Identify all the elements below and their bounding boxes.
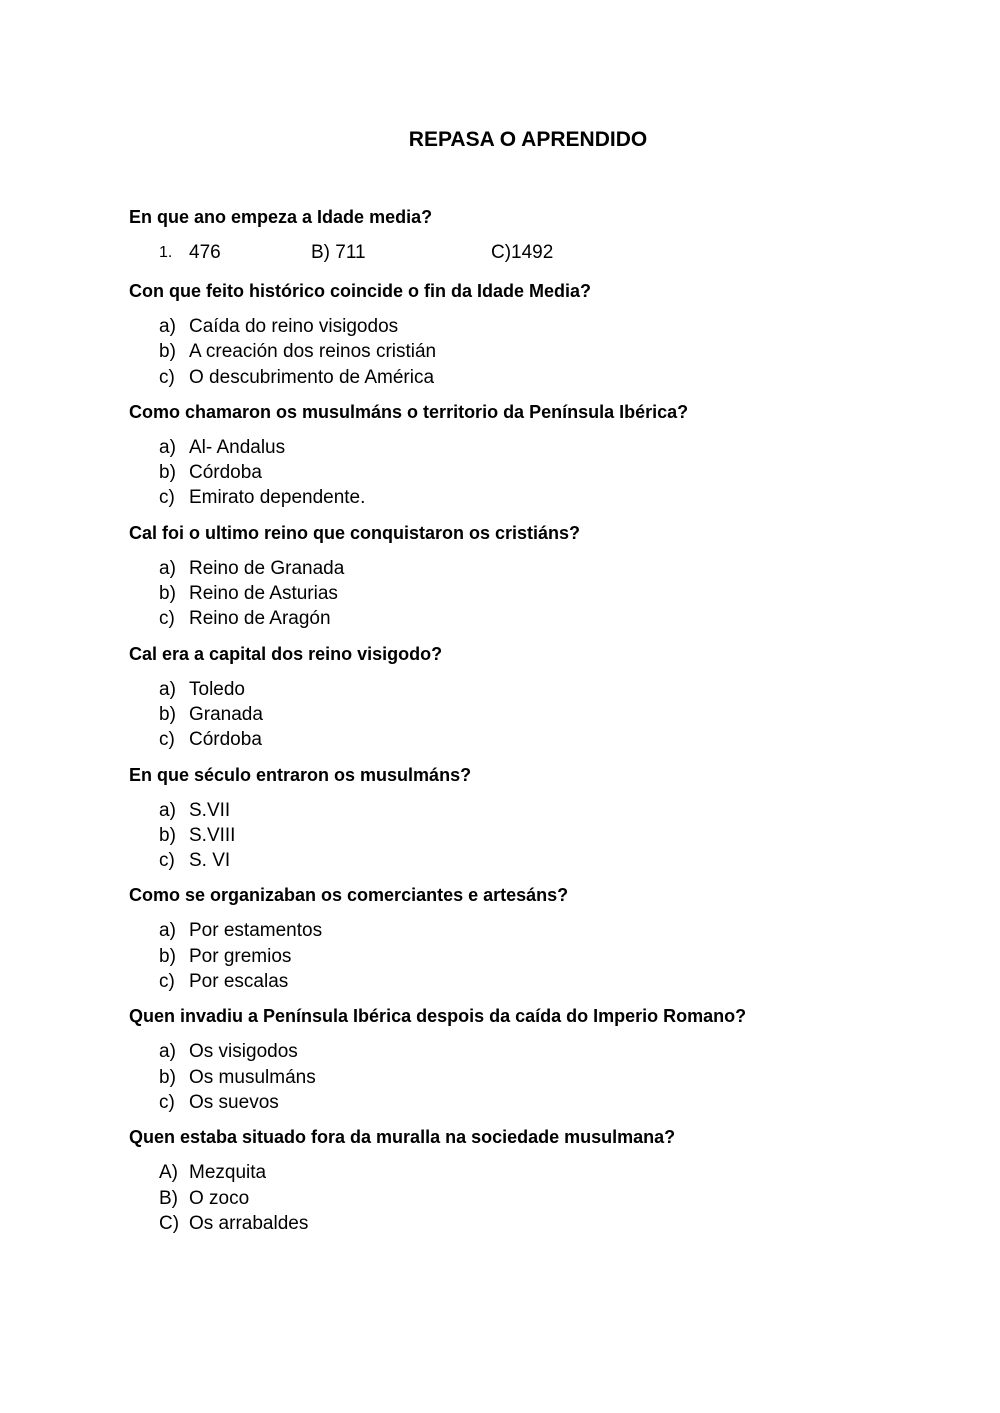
option-text: Os suevos — [189, 1091, 279, 1113]
answer-option[interactable] — [159, 798, 949, 823]
answer-option[interactable] — [159, 485, 949, 510]
option-label: c) — [159, 487, 175, 509]
question-text: Con que feito histórico coincide o fin da Idade Media? — [129, 281, 592, 301]
option-label: b) — [159, 583, 176, 605]
question-text: Quen estaba situado fora da muralla na sociedade musulmana? — [129, 1127, 676, 1148]
option-text: Reino de Granada — [189, 557, 345, 579]
option-text: Emirato dependente. — [189, 487, 366, 509]
option-label: c) — [159, 850, 175, 872]
question-4 — [129, 521, 949, 632]
option-label: a) — [159, 678, 176, 700]
option-label: c) — [159, 1091, 175, 1113]
option-label: b) — [159, 1066, 176, 1088]
option-list — [129, 1160, 949, 1236]
question-text: Cal foi o ultimo reino que conquistaron os cristiáns? — [129, 522, 581, 543]
option-label: c) — [159, 608, 175, 630]
option-text: S. VI — [189, 850, 231, 872]
answer-option[interactable] — [159, 1160, 949, 1185]
option-text: Caída do reino visigodos — [189, 316, 399, 337]
option-label: a) — [159, 316, 176, 337]
option-text: Por escalas — [189, 971, 289, 993]
option-list — [129, 314, 949, 390]
question-text: Como chamaron os musulmáns o territorio da Península Ibérica? — [129, 401, 689, 422]
option-text: Córdoba — [189, 729, 262, 751]
question-text: En que século entraron os musulmáns? — [129, 764, 472, 785]
option-label: a) — [159, 1041, 176, 1063]
answer-option[interactable] — [159, 677, 949, 702]
answer-option[interactable] — [159, 1090, 949, 1115]
option-label: a) — [159, 920, 176, 942]
question-1 — [129, 205, 949, 265]
option-label: b) — [159, 703, 176, 725]
answer-option[interactable] — [159, 314, 949, 339]
option-text: O zoco — [189, 1187, 250, 1209]
question-text: Cal era a capital dos reino visigodo? — [129, 643, 443, 664]
answer-option[interactable] — [159, 581, 949, 606]
option-text: S.VII — [189, 799, 231, 821]
option-text: Por estamentos — [189, 920, 323, 942]
option-list — [129, 918, 949, 994]
question-text: Como se organizaban os comerciantes e artesáns? — [129, 885, 569, 906]
answer-option[interactable] — [159, 556, 949, 581]
option-text: Reino de Aragón — [189, 608, 331, 630]
option-b[interactable]: B) 711 — [311, 242, 366, 263]
option-text: Al- Andalus — [189, 436, 286, 458]
option-text: Por gremios — [189, 945, 292, 967]
option-label: a) — [159, 436, 176, 458]
option-text: Reino de Asturias — [189, 583, 338, 605]
option-text: Córdoba — [189, 462, 262, 484]
option-label: a) — [159, 557, 176, 579]
question-2 — [129, 279, 949, 390]
option-number: 1. — [159, 244, 173, 261]
option-label: B) — [159, 1187, 178, 1209]
question-5 — [129, 642, 949, 753]
option-label: c) — [159, 971, 175, 993]
question-8 — [129, 1004, 949, 1115]
option-text: Mezquita — [189, 1162, 267, 1184]
answer-option[interactable] — [159, 918, 949, 943]
answer-option[interactable] — [159, 606, 949, 631]
option-list — [129, 677, 949, 753]
option-label: c) — [159, 729, 175, 751]
answer-option[interactable] — [159, 848, 949, 873]
option-label: b) — [159, 341, 176, 363]
option-text: Toledo — [189, 678, 245, 700]
option-list — [129, 435, 949, 511]
question-7 — [129, 883, 949, 994]
answer-option[interactable] — [159, 1211, 949, 1236]
answer-option[interactable] — [159, 702, 949, 727]
option-text: Granada — [189, 703, 263, 725]
option-text: S.VIII — [189, 824, 236, 846]
answer-option[interactable] — [159, 435, 949, 460]
question-text: En que ano empeza a Idade media? — [129, 207, 433, 227]
option-text: Os arrabaldes — [189, 1212, 309, 1234]
option-label: a) — [159, 799, 176, 821]
inline-options — [129, 240, 949, 265]
answer-option[interactable] — [159, 1039, 949, 1064]
option-list — [129, 798, 949, 874]
option-text: Os musulmáns — [189, 1066, 316, 1088]
answer-option[interactable] — [159, 944, 949, 969]
option-label: A) — [159, 1162, 178, 1184]
question-list — [129, 205, 949, 1246]
option-label: c) — [159, 366, 175, 388]
option-text: A creación dos reinos cristián — [189, 341, 437, 363]
option-c[interactable]: C)1492 — [491, 242, 554, 263]
option-list — [129, 1039, 949, 1115]
answer-option[interactable] — [159, 727, 949, 752]
multiple-choice-questions — [129, 279, 949, 1236]
option-label: C) — [159, 1212, 180, 1234]
option-label: b) — [159, 462, 176, 484]
question-9 — [129, 1125, 949, 1236]
page-title: REPASA O APRENDIDO — [408, 128, 648, 151]
question-3 — [129, 400, 949, 511]
question-6 — [129, 763, 949, 874]
question-text: Quen invadiu a Península Ibérica despois da caída do Imperio Romano? — [129, 1006, 747, 1027]
answer-option[interactable] — [159, 969, 949, 994]
option-label: b) — [159, 945, 176, 967]
answer-option[interactable] — [159, 365, 949, 390]
option-text: Os visigodos — [189, 1041, 298, 1063]
option-list — [129, 556, 949, 632]
answer-option[interactable] — [159, 339, 949, 364]
option-a[interactable]: 476 — [189, 242, 221, 263]
option-text: O descubrimento de América — [189, 366, 435, 388]
answer-option[interactable] — [159, 823, 949, 848]
answer-option[interactable] — [159, 1186, 949, 1211]
answer-option[interactable] — [159, 1065, 949, 1090]
option-label: b) — [159, 824, 176, 846]
answer-option[interactable] — [159, 460, 949, 485]
